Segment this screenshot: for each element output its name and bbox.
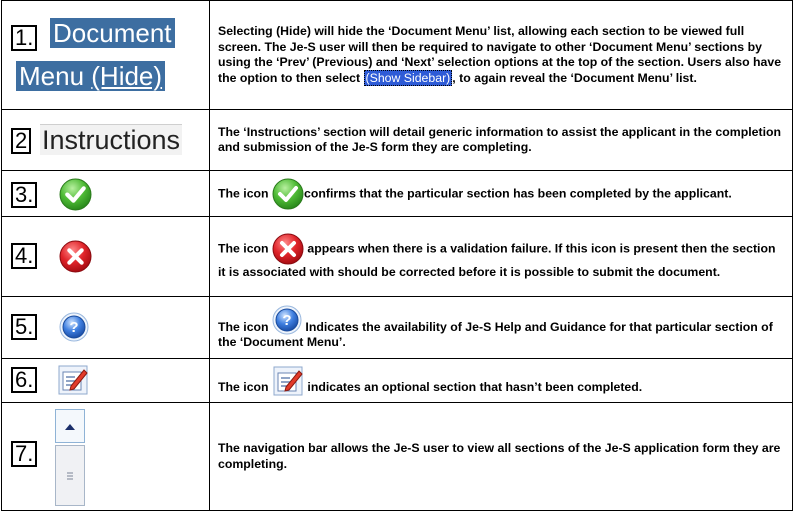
check-icon	[272, 178, 304, 210]
table-row	[1, 109, 793, 170]
scroll-up-button[interactable]	[55, 409, 85, 443]
description-text: The ‘Instructions’ section will detail generic information to assist the applicant in the completion and submission of the Je-S form they are completing.	[218, 124, 782, 154]
hide-link[interactable]: (Hide)	[91, 61, 163, 91]
label-cell	[1, 297, 210, 358]
edit-icon	[272, 365, 304, 397]
description-part: The icon	[218, 379, 272, 394]
description-part: The icon	[218, 319, 272, 334]
label-cell	[1, 403, 210, 510]
label-cell	[1, 217, 210, 296]
description-part: indicates an optional section that hasn’t been completed.	[303, 379, 643, 394]
description-cell	[210, 110, 793, 170]
row-number: 1.	[11, 25, 37, 51]
error-icon	[272, 233, 304, 265]
menu-text: Menu	[19, 61, 92, 91]
table-row	[1, 0, 793, 109]
edit-icon	[57, 364, 89, 396]
description-part: , to again reveal the ‘Document Menu’ list.	[452, 70, 697, 85]
row-number: 3.	[11, 182, 37, 208]
help-icon	[59, 312, 89, 342]
svg-text:?: ?	[282, 311, 292, 329]
document-menu-label: Document	[50, 18, 175, 48]
grip-icon	[56, 446, 84, 505]
description-part: confirms that the particular section has been completed by the applicant.	[303, 185, 732, 200]
row-number: 7.	[11, 441, 37, 467]
label-cell	[1, 359, 210, 402]
description-cell	[210, 171, 793, 216]
description-part: appears when there is a validation failure. If this icon is present then the section it is associated with should be corrected before it is possible to submit the document.	[218, 241, 776, 279]
description-cell	[210, 1, 793, 109]
description-part: The icon	[218, 241, 272, 255]
document-menu-hide-label	[16, 61, 165, 91]
help-icon	[272, 305, 302, 335]
description-cell	[210, 297, 793, 358]
description-part: Selecting (Hide) will hide the ‘Document Menu’ list, allowing each section to be viewed full screen. The Je-S user will then be required to navigate to other ‘Document Menu’ sections by using the ‘Prev’ (Previous) and ‘Next’ selection options at the top of the section. Users also have the option to then select	[218, 24, 782, 85]
label-cell	[1, 110, 210, 170]
table-row	[1, 216, 793, 296]
navigation-scrollbar-thumb[interactable]	[55, 445, 85, 506]
description-text	[210, 178, 742, 210]
row-number: 2	[11, 128, 31, 154]
check-icon	[59, 178, 92, 211]
row-number: 6.	[11, 367, 37, 393]
description-text	[210, 233, 792, 281]
label-cell	[1, 1, 210, 109]
description-part: Indicates the availability of Je-S Help and Guidance for that particular section of the ‘Document Menu’.	[218, 319, 773, 349]
table-row	[1, 402, 793, 511]
arrow-up-icon	[56, 410, 84, 442]
svg-text:?: ?	[69, 319, 79, 336]
description-part: The icon	[218, 185, 272, 200]
description-cell	[210, 359, 793, 402]
description-text	[210, 365, 652, 397]
error-icon	[59, 240, 92, 273]
label-cell	[1, 171, 210, 216]
description-cell	[210, 217, 793, 296]
description-text: The navigation bar allows the Je-S user to view all sections of the Je-S application form they are completing.	[218, 441, 781, 471]
table-row	[1, 170, 793, 216]
row-number: 5.	[11, 314, 37, 340]
table-row	[1, 358, 793, 402]
row-number: 4.	[11, 243, 37, 269]
table-row	[1, 296, 793, 358]
description-text	[210, 24, 792, 86]
instructions-label: Instructions	[42, 125, 181, 155]
show-sidebar-link[interactable]: (Show Sidebar)	[365, 70, 451, 85]
description-text	[210, 305, 792, 351]
description-cell	[210, 403, 793, 510]
